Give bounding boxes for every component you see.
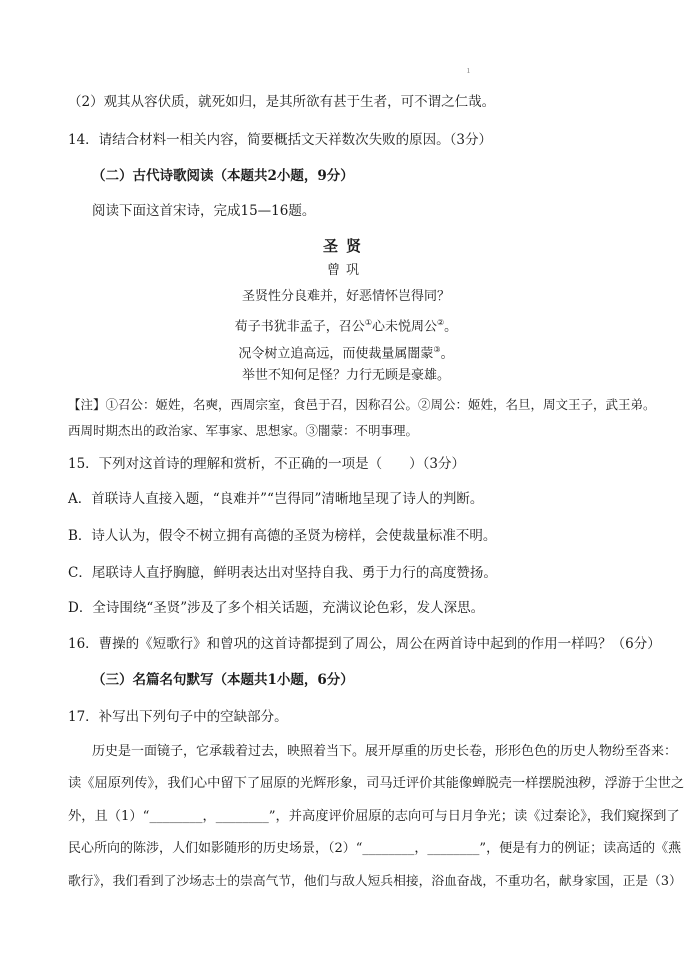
- poem-note-line-1: 【注】①召公：姬姓，名奭，西周宗室，食邑于召，因称召公。②周公：姬姓，名旦，周文王子，武王弟。: [68, 397, 656, 412]
- q15-option-d: D．全诗围绕“圣贤”涉及了多个相关话题，充满议论色彩，发人深思。: [68, 600, 485, 616]
- footnote-mark-1: ①: [364, 318, 372, 327]
- question-15: 15．下列对这首诗的理解和赏析，不正确的一项是（ ）（3分）: [68, 456, 466, 472]
- question-17: 17．补写出下列句子中的空缺部分。: [68, 709, 288, 725]
- question-16: 16．曹操的《短歌行》和曾巩的这首诗都提到了周公，周公在两首诗中起到的作用一样吗？（6分）: [68, 636, 661, 652]
- poem-title: 圣贤: [322, 237, 369, 255]
- q15-option-a: A．首联诗人直接入题，“良难并”“岂得同”清晰地呈现了诗人的判断。: [68, 491, 484, 507]
- q15-option-c: C．尾联诗人直抒胸臆，鲜明表达出对坚持自我、勇于力行的高度赞扬。: [68, 565, 497, 581]
- question-14: 14．请结合材料一相关内容，简要概括文天祥数次失败的原因。（3分）: [68, 132, 493, 148]
- footnote-mark-2: ②: [437, 318, 445, 327]
- poem-line-2-part-c: 。: [444, 319, 458, 335]
- poem-line-2-part-a: 荀子书犹非孟子，召公: [234, 319, 365, 335]
- section2-intro: 阅读下面这首宋诗，完成15—16题。: [92, 203, 316, 219]
- poem-line-2-part-b: 心未悦周公: [371, 319, 437, 335]
- section2-heading: （二）古代诗歌阅读（本题共2小题，9分）: [92, 168, 354, 184]
- poem-line-4: 举世不知何足怪？力行无顾是豪雄。: [241, 368, 450, 383]
- poem-line-3: [0, 340, 692, 364]
- poem-line-3-part-b: 。: [440, 346, 454, 362]
- section3-heading: （三）名篇名句默写（本题共1小题，6分）: [92, 672, 354, 688]
- q15-option-b: B．诗人认为，假令不树立拥有高德的圣贤为榜样，会使裁量标准不明。: [68, 528, 497, 544]
- poem-line-2: [0, 313, 692, 337]
- page-marker: ı: [467, 66, 470, 76]
- passage-line-5: 歌行》，我们看到了沙场志士的崇高气节，他们与敌人短兵相接，浴血奋战，不重功名，献身家国，正是（3）: [68, 874, 682, 889]
- passage-line-2: 读《屈原列传》，我们心中留下了屈原的光辉形象，司马迁评价其能像蝉脱壳一样摆脱浊秽，浮游于尘世之: [68, 776, 685, 791]
- poem-note-line-2: 西周时期杰出的政治家、军事家、思想家。③闇蒙：不明事理。: [68, 423, 419, 438]
- poem-author: 曾巩: [326, 263, 365, 278]
- passage-line-4: 民心所向的陈涉，人们如影随形的历史场景，（2）“________，________”，便是有力的例证；读高适的《燕: [68, 841, 682, 856]
- passage-line-3: 外，且（1）“________，________”，并高度评价屈原的志向可与日月争光；读《过秦论》，我们窥探到了: [68, 809, 680, 824]
- passage-line-1: 历史是一面镜子，它承载着过去，映照着当下。展开厚重的历史长卷，形形色色的历史人物纷至沓来：: [92, 744, 678, 759]
- poem-line-1: 圣贤性分良难并，好恶情怀岂得同？: [241, 289, 450, 304]
- poem-line-3-part-a: 况令树立追高远，而使裁量属闇蒙: [238, 346, 434, 362]
- q13-2-translation-item: （2）观其从容伏质，就死如归，是其所欲有甚于生者，可不谓之仁哉。: [68, 94, 496, 110]
- footnote-mark-3: ③: [433, 345, 441, 354]
